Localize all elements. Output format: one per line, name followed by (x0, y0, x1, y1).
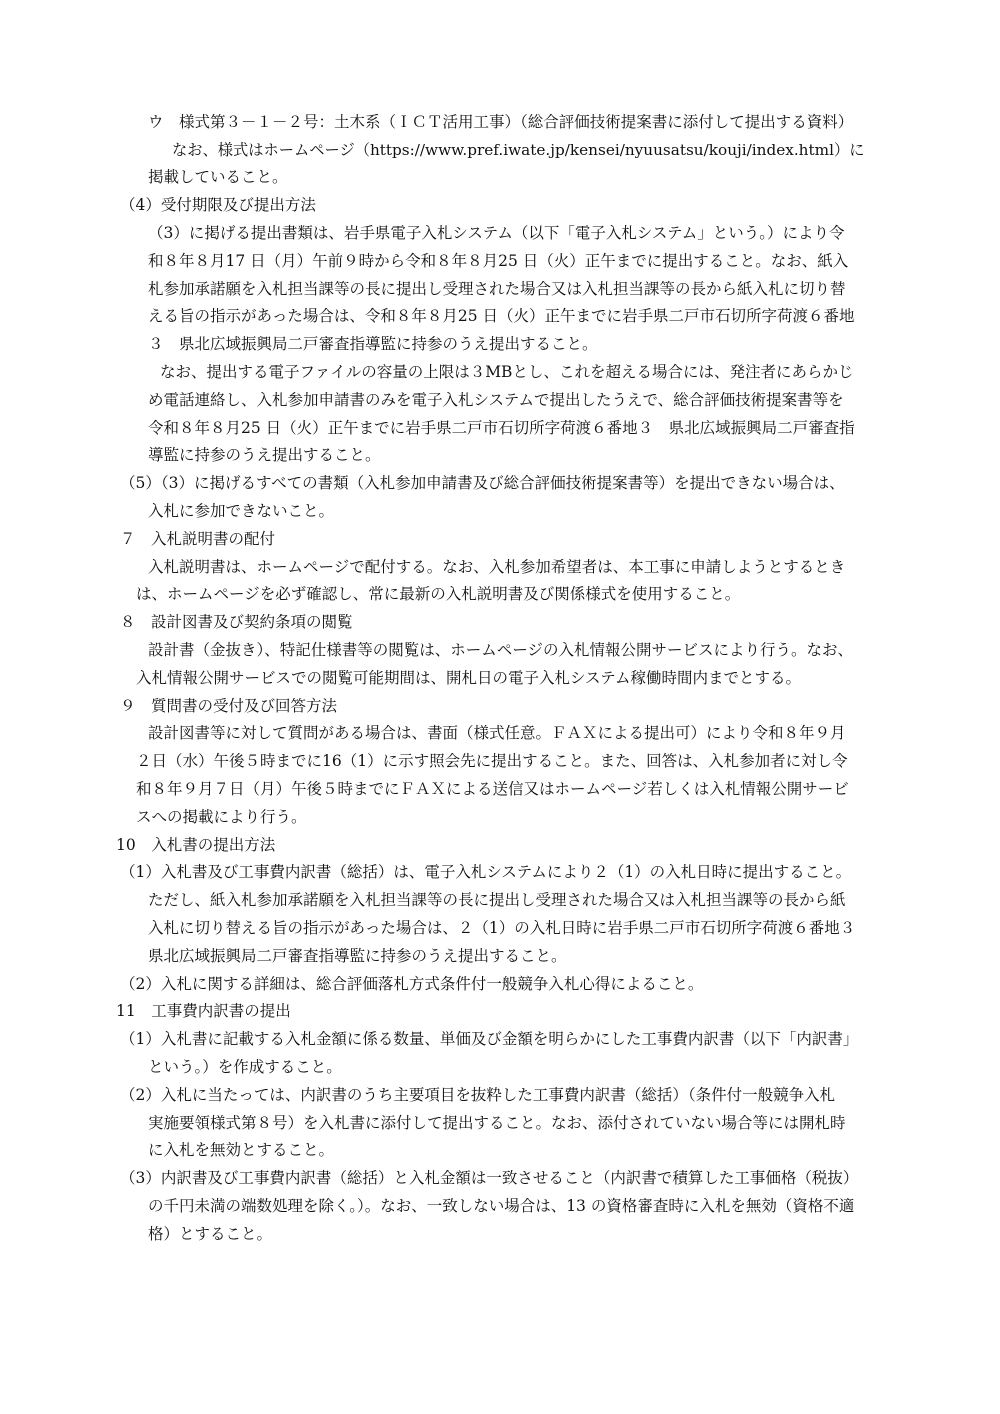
text-line: （1）入札書及び工事費内訳書（総括）は、電子入札システムにより２（1）の入札日時に提出すること。 (120, 863, 852, 881)
text-line: ９ 質問書の受付及び回答方法 (120, 697, 338, 715)
text-line: なお、提出する電子ファイルの容量の上限は３MBとし、これを超える場合には、発注者にあらかじ (160, 363, 854, 381)
text-line: 11 工事費内訳書の提出 (116, 1002, 291, 1020)
text-line: （1）入札書に記載する入札金額に係る数量、単価及び金額を明らかにした工事費内訳書（以下「内訳書」 (120, 1030, 859, 1048)
text-line: ただし、紙入札参加承諾願を入札担当課等の長に提出し受理された場合又は入札担当課等の長から紙 (148, 891, 846, 909)
text-line: （4）受付期限及び提出方法 (120, 196, 316, 214)
text-line: なお、様式はホームページ（https://www.pref.iwate.jp/kensei/nyuusatsu/kouji/index.html）に (172, 141, 865, 159)
text-line: の千円未満の端数処理を除く。）。なお、一致しない場合は、13 の資格審査時に入札を無効（資格不適 (148, 1197, 855, 1215)
text-line: 県北広域振興局二戸審査指導監に持参のうえ提出すること。 (148, 947, 567, 965)
text-line: 札参加承諾願を入札担当課等の長に提出し受理された場合又は入札担当課等の長から紙入札に切り替 (148, 280, 846, 298)
text-line: ２日（水）午後５時までに16（1）に示す照会先に提出すること。また、回答は、入札参加者に対し令 (136, 752, 848, 770)
text-line: える旨の指示があった場合は、令和８年８月25 日（火）正午までに岩手県二戸市石切所字荷渡６番地 (148, 307, 855, 325)
text-line: （2）入札に当たっては、内訳書のうち主要項目を抜粋した工事費内訳書（総括）（条件付一般競争入札 (120, 1086, 836, 1104)
text-line: に入札を無効とすること。 (148, 1141, 335, 1159)
text-line: 設計図書等に対して質問がある場合は、書面（様式任意。ＦＡＸによる提出可）により令和８年９月 (148, 724, 846, 742)
text-line: （2）入札に関する詳細は、総合評価落札方式条件付一般競争入札心得によること。 (120, 975, 704, 993)
text-line: という。）を作成すること。 (148, 1058, 342, 1076)
text-line: スへの掲載により行う。 (136, 808, 307, 826)
text-line: 令和８年８月25 日（火）正午までに岩手県二戸市石切所字荷渡６番地３ 県北広域振興局二戸審査指 (148, 419, 855, 437)
text-line: 入札情報公開サービスでの閲覧可能期間は、開札日の電子入札システム稼働時間内までとする。 (136, 669, 801, 687)
text-line: 掲載していること。 (148, 168, 288, 186)
text-line: 入札説明書は、ホームページで配付する。なお、入札参加希望者は、本工事に申請しようとするとき (148, 558, 846, 576)
text-line: 実施要領様式第８号）を入札書に添付して提出すること。なお、添付されていない場合等には開札時 (148, 1114, 846, 1132)
text-line: ウ 様式第３－１－２号：土木系（ＩＣＴ活用工事）（総合評価技術提案書に添付して提出する資料） (148, 113, 854, 131)
text-line: ３ 県北広域振興局二戸審査指導監に持参のうえ提出すること。 (148, 335, 598, 353)
text-line: 設計書（金抜き）、特記仕様書等の閲覧は、ホームページの入札情報公開サービスにより行う。なお、 (148, 641, 853, 659)
text-line: め電話連絡し、入札参加申請書のみを電子入札システムで提出したうえで、総合評価技術提案書等を (148, 391, 844, 409)
text-line: 10 入札書の提出方法 (116, 836, 276, 854)
text-line: （3）に掲げる提出書類は、岩手県電子入札システム（以下「電子入札システム」という。）により令 (148, 224, 845, 242)
text-line: 和８年８月17 日（月）午前９時から令和８年８月25 日（火）正午までに提出すること。なお、紙入 (148, 252, 849, 270)
text-line: 入札に参加できないこと。 (148, 502, 335, 520)
text-line: 格）とすること。 (148, 1225, 273, 1243)
text-line: （5）（3）に掲げるすべての書類（入札参加申請書及び総合評価技術提案書等）を提出できない場合は、 (120, 474, 845, 492)
text-line: ７ 入札説明書の配付 (120, 530, 276, 548)
text-line: ８ 設計図書及び契約条項の閲覧 (120, 613, 353, 631)
text-line: 入札に切り替える旨の指示があった場合は、２（1）の入札日時に岩手県二戸市石切所字荷渡６番地３ (148, 919, 856, 937)
text-line: （3）内訳書及び工事費内訳書（総括）と入札金額は一致させること（内訳書で積算した工事価格（税抜） (120, 1169, 859, 1187)
text-line: 導監に持参のうえ提出すること。 (148, 446, 381, 464)
text-line: は、ホームページを必ず確認し、常に最新の入札説明書及び関係様式を使用すること。 (136, 585, 741, 603)
text-line: 和８年９月７日（月）午後５時までにＦＡＸによる送信又はホームページ若しくは入札情報公開サービ (136, 780, 849, 798)
